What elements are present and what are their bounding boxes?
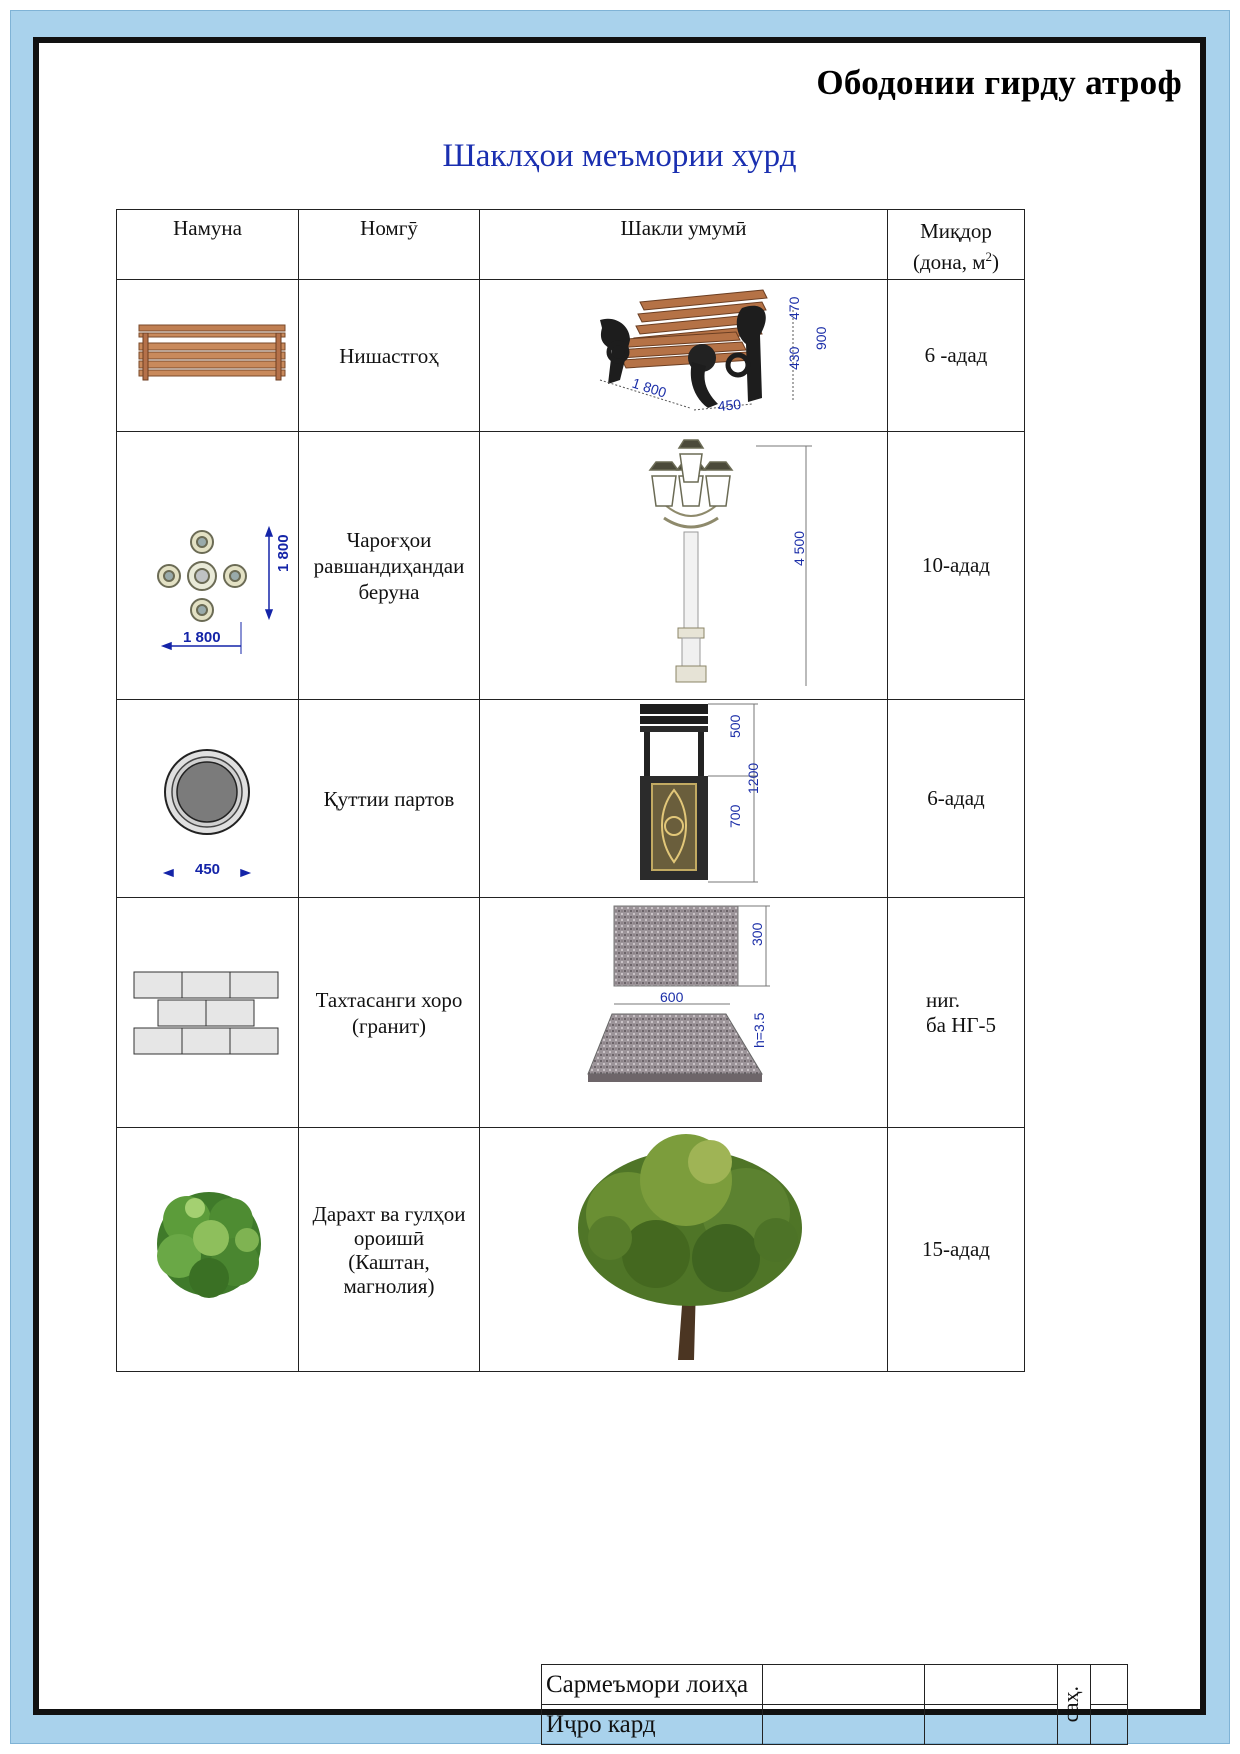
page-number-bottom bbox=[1091, 1705, 1128, 1745]
header-general-form: Шакли умумӣ bbox=[480, 210, 888, 280]
granite-quantity-line-2: ба НГ-5 bbox=[926, 1012, 997, 1037]
chief-architect-label: Сармеъмори лоиҳа bbox=[542, 1665, 763, 1705]
chief-architect-signature bbox=[763, 1665, 925, 1705]
granite-general-form-cell bbox=[480, 898, 888, 1128]
bin-plan-dim-diameter: 450 bbox=[195, 861, 221, 878]
section-title: Шаклҳои меъмории хурд bbox=[442, 138, 797, 174]
bench-plan-symbol bbox=[117, 280, 298, 426]
granite-name-line-2: (гранит) bbox=[351, 1013, 427, 1038]
lamp-name-line-3: беруна bbox=[358, 579, 420, 604]
bin-general-form-cell bbox=[480, 700, 888, 898]
lamp-name-cell bbox=[299, 432, 480, 700]
lamp-plan-dim-width: 1 800 bbox=[183, 629, 221, 646]
furniture-schedule-table bbox=[116, 209, 1025, 1372]
bench-dim-total: 900 bbox=[813, 326, 829, 350]
granite-dim-height: 300 bbox=[749, 922, 765, 946]
bin-dim-top: 500 bbox=[727, 714, 743, 738]
granite-symbol-cell bbox=[117, 898, 299, 1128]
bin-name-cell bbox=[299, 700, 480, 898]
lamp-illustration bbox=[480, 432, 887, 694]
bench-dim-h1: 470 bbox=[786, 296, 802, 320]
tree-name-line-3: (Каштан, bbox=[348, 1249, 430, 1274]
header-quantity-line2 bbox=[888, 244, 1024, 275]
tree-name-cell bbox=[299, 1128, 480, 1372]
tree-name-line-4: магнолия) bbox=[343, 1273, 435, 1298]
granite-quantity-line-1: ниг. bbox=[926, 987, 960, 1012]
lamp-quantity-cell bbox=[888, 432, 1025, 700]
tree-name-line-2: ороишӣ bbox=[353, 1225, 425, 1250]
bin-quantity-cell bbox=[888, 700, 1025, 898]
sheet-title: Ободонии гирду атроф bbox=[816, 63, 1182, 102]
granite-dim-thickness: h=3.5 bbox=[751, 1012, 767, 1048]
bin-plan-symbol bbox=[117, 700, 298, 892]
tree-name-line-1: Дарахт ва гулҳои bbox=[312, 1201, 466, 1226]
bin-quantity: 6-адад bbox=[927, 786, 985, 810]
header-quantity-sup: 2 bbox=[985, 249, 993, 264]
page-label-cell bbox=[1058, 1665, 1091, 1745]
table-row bbox=[117, 700, 1025, 898]
bench-dim-h2: 430 bbox=[786, 346, 802, 370]
tree-quantity-cell bbox=[888, 1128, 1025, 1372]
granite-name-line-1: Тахтасанги хоро bbox=[315, 987, 463, 1012]
granite-dim-width: 600 bbox=[660, 989, 684, 1005]
bench-name: Нишастгоҳ bbox=[339, 343, 439, 368]
page-label: саҳ. bbox=[1058, 1686, 1083, 1723]
granite-plan-symbol bbox=[117, 898, 298, 1122]
granite-quantity-cell bbox=[888, 898, 1025, 1128]
tree-symbol-cell bbox=[117, 1128, 299, 1372]
granite-name-cell bbox=[299, 898, 480, 1128]
tree-quantity: 15-адад bbox=[921, 1237, 990, 1261]
header-row bbox=[117, 210, 1025, 280]
bin-name: Қуттии партов bbox=[323, 786, 455, 811]
lamp-symbol-cell bbox=[117, 432, 299, 700]
bench-dim-length: 1 800 bbox=[630, 374, 669, 401]
header-name: Номгӯ bbox=[299, 210, 480, 280]
tree-general-form-cell bbox=[480, 1128, 888, 1372]
bin-dim-bottom: 700 bbox=[727, 804, 743, 828]
bench-quantity-cell bbox=[888, 280, 1025, 432]
lamp-plan-symbol bbox=[117, 432, 298, 694]
lamp-plan-dim-height: 1 800 bbox=[275, 534, 292, 572]
page-number-top bbox=[1091, 1665, 1128, 1705]
bench-dim-depth: 450 bbox=[716, 395, 742, 415]
bench-illustration bbox=[480, 280, 887, 426]
title-block-row bbox=[542, 1665, 1128, 1705]
tree-illustration bbox=[480, 1128, 887, 1366]
lamp-dim-height: 4 500 bbox=[791, 530, 807, 566]
bin-dim-total: 1200 bbox=[745, 762, 761, 794]
bench-general-form-cell bbox=[480, 280, 888, 432]
table-row bbox=[117, 1128, 1025, 1372]
lamp-quantity: 10-адад bbox=[921, 553, 990, 577]
executed-label: Иҷро кард bbox=[542, 1705, 763, 1745]
table-row bbox=[117, 432, 1025, 700]
bench-name-cell bbox=[299, 280, 480, 432]
tree-plan-symbol bbox=[117, 1128, 298, 1366]
bin-symbol-cell bbox=[117, 700, 299, 898]
header-quantity-close: ) bbox=[992, 250, 1000, 274]
lamp-general-form-cell bbox=[480, 432, 888, 700]
granite-illustration bbox=[480, 898, 887, 1122]
table-row bbox=[117, 280, 1025, 432]
header-sample: Намуна bbox=[117, 210, 299, 280]
bench-quantity: 6 -адад bbox=[924, 343, 988, 367]
lamp-name-line-1: Чароғҳои bbox=[346, 527, 432, 552]
title-block-row bbox=[542, 1705, 1128, 1745]
drawing-sheet bbox=[33, 37, 1206, 1738]
chief-architect-date bbox=[925, 1665, 1058, 1705]
bench-symbol-cell bbox=[117, 280, 299, 432]
bin-illustration bbox=[480, 700, 887, 892]
table-row bbox=[117, 898, 1025, 1128]
executed-date bbox=[925, 1705, 1058, 1745]
executed-signature bbox=[763, 1705, 925, 1745]
header-quantity-line1: Миқдор bbox=[920, 219, 992, 243]
title-block bbox=[541, 1664, 1128, 1745]
lamp-name-line-2: равшандиҳандаи bbox=[313, 553, 465, 578]
header-quantity bbox=[888, 210, 1025, 280]
header-quantity-unit: (дона, м bbox=[912, 250, 986, 274]
